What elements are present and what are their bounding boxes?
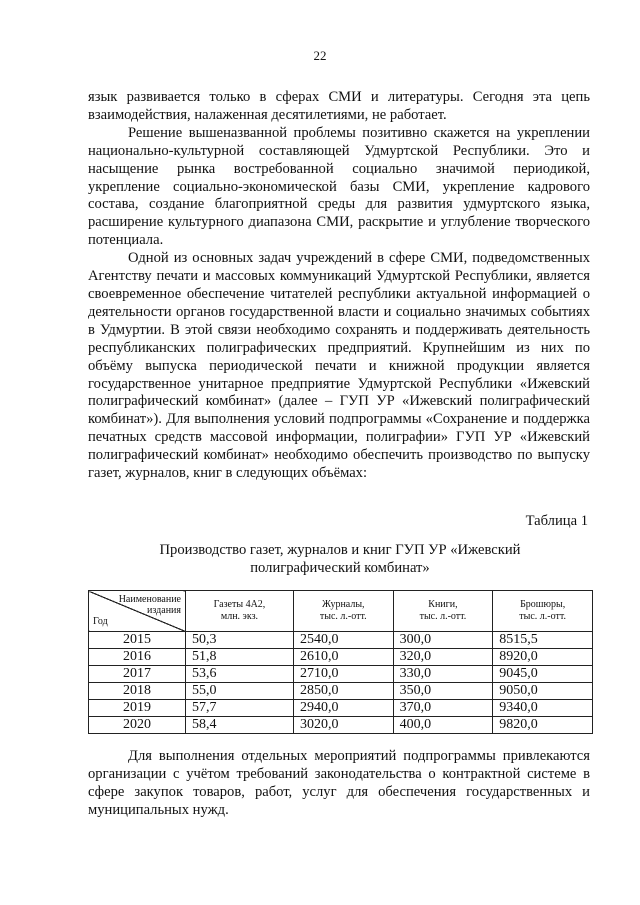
table-header-row	[89, 591, 593, 632]
brochures-cell: 9340,0	[493, 700, 593, 717]
table-row	[89, 717, 593, 734]
books-cell: 330,0	[393, 666, 493, 683]
year-cell: 2020	[89, 717, 186, 734]
table-row	[89, 666, 593, 683]
column-header-books	[393, 591, 493, 632]
brochures-cell: 8515,5	[493, 632, 593, 649]
corner-header-bottom: Год	[93, 616, 108, 627]
corner-header-cell	[89, 591, 186, 632]
newspapers-cell: 53,6	[186, 666, 294, 683]
table-title: Производство газет, журналов и книг ГУП УР «Ижевский полиграфический комбинат»	[159, 542, 521, 576]
year-cell: 2018	[89, 683, 186, 700]
books-cell: 350,0	[393, 683, 493, 700]
table-row	[89, 700, 593, 717]
table-label: Таблица 1	[525, 513, 588, 529]
newspapers-cell: 51,8	[186, 649, 294, 666]
newspapers-cell: 58,4	[186, 717, 294, 734]
magazines-cell: 2850,0	[293, 683, 393, 700]
books-cell: 370,0	[393, 700, 493, 717]
year-cell: 2017	[89, 666, 186, 683]
newspapers-cell: 55,0	[186, 683, 294, 700]
column-header-line1: Газеты 4А2,	[213, 599, 266, 610]
brochures-cell: 9820,0	[493, 717, 593, 734]
column-header-line2: тыс. л.-отт.	[519, 611, 566, 622]
brochures-cell: 9050,0	[493, 683, 593, 700]
table-row	[89, 649, 593, 666]
production-table	[88, 590, 593, 734]
column-header-magazines	[293, 591, 393, 632]
paragraph-2: Решение вышеназванной проблемы позитивно скажется на укреплении национально-культурной составляющей Удмуртской Республики. Это и насыщение рынка востребованной социально значимой периодикой, укрепление социально-экономической базы СМИ, укрепление кадрового состава, создание благоприятной среды для развития удмуртского языка, расширение культурного диапазона СМИ, раскрытие и углубление творческого потенциала.	[88, 124, 590, 249]
magazines-cell: 2710,0	[293, 666, 393, 683]
page-number: 22	[313, 48, 327, 63]
column-header-line2: тыс. л.-отт.	[419, 611, 467, 622]
books-cell: 400,0	[393, 717, 493, 734]
corner-header-top: Наименование издания	[118, 594, 181, 616]
table-row	[89, 632, 593, 649]
column-header-line2: млн. экз.	[220, 611, 259, 622]
column-header-line1: Книги,	[428, 599, 458, 610]
year-cell: 2016	[89, 649, 186, 666]
brochures-cell: 8920,0	[493, 649, 593, 666]
magazines-cell: 3020,0	[293, 717, 393, 734]
paragraph-1: язык развивается только в сферах СМИ и литературы. Сегодня эта цепь взаимодействия, налаженная десятилетиями, не работает.	[88, 89, 590, 123]
column-header-newspapers	[186, 591, 294, 632]
body-text	[88, 89, 590, 483]
magazines-cell: 2540,0	[293, 632, 393, 649]
books-cell: 300,0	[393, 632, 493, 649]
newspapers-cell: 57,7	[186, 700, 294, 717]
brochures-cell: 9045,0	[493, 666, 593, 683]
column-header-brochures	[493, 591, 593, 632]
paragraph-3: Одной из основных задач учреждений в сфере СМИ, подведомственных Агентству печати и массовых коммуникаций Удмуртской Республики, является своевременное обеспечение читателей республики актуальной информацией о деятельности органов государственной власти и социально значимых событиях в Удмуртии. В этой связи необходимо сохранять и поддерживать деятельность республиканских полиграфических предприятий. Крупнейшим из них по объёму выпуска периодической печати и книжной продукции является государственное унитарное предприятие Удмуртской Республики «Ижевский полиграфический комбинат» (далее – ГУП УР «Ижевский полиграфический комбинат»). Для выполнения условий подпрограммы «Сохранение и поддержка печатных средств массовой информации, полиграфии» ГУП УР «Ижевский полиграфический комбинат» необходимо обеспечить производство по выпуску газет, журналов, книг в следующих объёмах:	[88, 250, 590, 482]
magazines-cell: 2940,0	[293, 700, 393, 717]
column-header-line2: тыс. л.-отт.	[319, 611, 367, 622]
magazines-cell: 2610,0	[293, 649, 393, 666]
column-header-line1: Журналы,	[321, 599, 365, 610]
newspapers-cell: 50,3	[186, 632, 294, 649]
column-header-line1: Брошюры,	[520, 599, 566, 610]
books-cell: 320,0	[393, 649, 493, 666]
year-cell: 2019	[89, 700, 186, 717]
closing-paragraph: Для выполнения отдельных мероприятий подпрограммы привлекаются организации с учётом требований законодательства о контрактной системе в сфере закупок товаров, работ, услуг для обеспечения государственных и муниципальных нужд.	[88, 748, 590, 818]
table-row	[89, 683, 593, 700]
closing-text	[88, 747, 590, 819]
year-cell: 2015	[89, 632, 186, 649]
